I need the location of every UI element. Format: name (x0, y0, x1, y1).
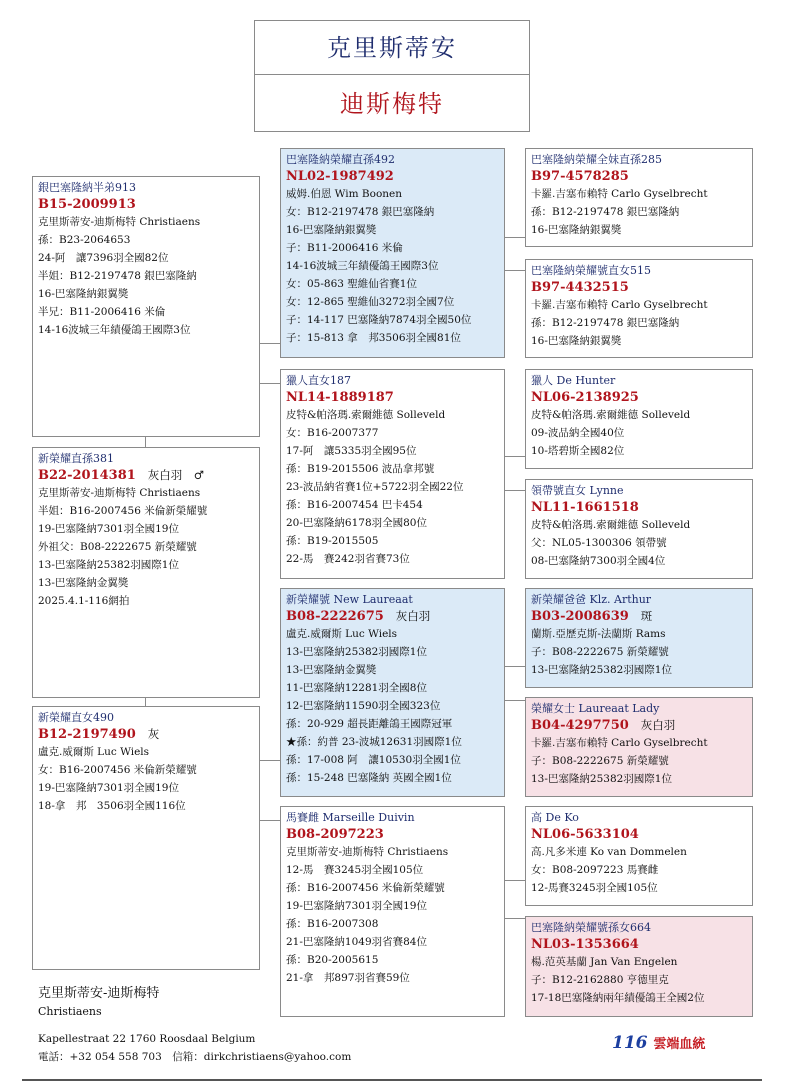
pedigree-line: 孫：B12-2197478 銀巴塞隆納 (531, 317, 680, 329)
pedigree-line: 女：12-865 聖維仙3272羽全國7位 (286, 296, 455, 308)
ring-number-text: B04-4297750 (531, 718, 629, 733)
ring-number-text: B12-2197490 (38, 727, 136, 742)
pedigree-line: 盧克.威爾斯 Luc Wiels (286, 628, 398, 640)
connector (505, 700, 525, 701)
pedigree-line: 17-18巴塞隆納兩年績優鴿王全國2位 (531, 992, 705, 1004)
ring-number-text: B22-2014381 (38, 468, 136, 483)
ring-number (531, 389, 747, 406)
ring-number (531, 499, 747, 516)
ring-number-text: NL02-1987492 (286, 169, 394, 184)
bird-name: 獵人 De Hunter (531, 374, 616, 387)
ring-number-text: B97-4432515 (531, 280, 629, 295)
bottom-rule (22, 1079, 762, 1081)
owner-subtitle: 迪斯梅特 (254, 74, 530, 132)
pedigree-line: 孫：B19-2015506 波品拿邦號 (286, 463, 435, 475)
pedigree-line: 子：B11-2006416 米倫 (286, 242, 403, 254)
dam-dam-box (280, 806, 505, 1017)
pedigree-line: 14-16波城三年績優鴿王國際3位 (286, 260, 439, 272)
pedigree-line: 女：B16-2007377 (286, 427, 379, 439)
pedigree-line: 卡羅.吉塞布賴特 Carlo Gyselbrecht (531, 299, 708, 311)
sire-dam-dam-box (525, 479, 753, 579)
connector (260, 820, 280, 821)
pedigree-line: 孫：B16-2007308 (286, 918, 379, 930)
dam-sire-sire-box (525, 588, 753, 688)
pedigree-line: 女：B16-2007456 米倫新榮耀號 (38, 764, 197, 776)
bird-name: 新榮耀號 New Laureaat (286, 593, 413, 606)
bird-name: 巴塞隆納榮耀號直女515 (531, 264, 651, 277)
ring-number-text: B97-4578285 (531, 169, 629, 184)
dam-sire-dam-box (525, 697, 753, 797)
pedigree-line: 19-巴塞隆納7301羽全國19位 (286, 900, 427, 912)
pedigree-line: 20-巴塞隆納6178羽全國80位 (286, 517, 427, 529)
pedigree-line: 高.凡多米連 Ko van Dommelen (531, 846, 687, 858)
pedigree-line: 皮特&帕洛瑪.索爾維德 Solleveld (531, 519, 691, 531)
pedigree-line: 半兄：B11-2006416 米倫 (38, 306, 166, 318)
pedigree-line: 子：B08-2222675 新榮耀號 (531, 755, 669, 767)
feather-color: 灰 (147, 727, 160, 741)
pedigree-line: 16-巴塞隆納銀翼獎 (38, 288, 129, 300)
pedigree-line: 盧克.威爾斯 Luc Wiels (38, 746, 150, 758)
ring-number-text: B15-2009913 (38, 197, 136, 212)
bird-name: 巴塞隆納榮耀直孫492 (286, 153, 395, 166)
ring-number (38, 467, 254, 484)
feather-color: 斑 (640, 609, 653, 623)
pedigree-line: 13-巴塞隆納金翼獎 (286, 664, 377, 676)
pedigree-line: 孫：B12-2197478 銀巴塞隆納 (531, 206, 680, 218)
ring-number-text: B08-2097223 (286, 827, 384, 842)
pedigree-line: 18-拿 邦 3506羽全國116位 (38, 800, 186, 812)
feather-color: 灰白羽 (395, 609, 431, 623)
pedigree-line: 半姐：B12-2197478 銀巴塞隆納 (38, 270, 197, 282)
pedigree-line: 19-巴塞隆納7301羽全國19位 (38, 523, 179, 535)
ring-number-text: B03-2008639 (531, 609, 629, 624)
footer-address: Kapellestraat 22 1760 Roosdaal Belgium (38, 1033, 256, 1045)
pedigree-line: 16-巴塞隆納銀翼獎 (286, 224, 377, 236)
connector (505, 918, 525, 919)
bird-name: 新榮耀爸爸 Klz. Arthur (531, 593, 652, 606)
footer-contact: 電話：+32 054 558 703 信箱：dirkchristiaens@yahoo.com (38, 1051, 352, 1063)
ring-number (531, 717, 747, 734)
connector (505, 456, 525, 457)
pedigree-line: 19-巴塞隆納7301羽全國19位 (38, 782, 179, 794)
bird-name: 巴塞隆納榮耀號孫女664 (531, 921, 651, 934)
pedigree-line: 13-巴塞隆納25382羽國際1位 (286, 646, 427, 658)
ring-number (531, 826, 747, 843)
pedigree-line: 子：14-117 巴塞隆納7874羽全國50位 (286, 314, 472, 326)
sire-sire-dam-box (525, 259, 753, 358)
logo-text: 雲端血統 (653, 1037, 706, 1052)
pedigree-line: 孫：20-929 超長距離鴿王國際冠軍 (286, 718, 453, 730)
pedigree-line: 13-巴塞隆納25382羽國際1位 (531, 773, 672, 785)
ring-number (286, 389, 499, 406)
bird-name: 獵人直女187 (286, 374, 351, 387)
pedigree-line: 23-波品納省賽1位+5722羽全國22位 (286, 481, 464, 493)
pedigree-line: ★孫：約普 23-波城12631羽國際1位 (286, 736, 462, 748)
logo (612, 1033, 705, 1053)
owner-title: 克里斯蒂安 (254, 20, 530, 75)
ring-number (38, 196, 254, 213)
ring-number-text: NL03-1353664 (531, 937, 639, 952)
ring-number-text: NL06-2138925 (531, 390, 639, 405)
ring-number (531, 168, 747, 185)
pedigree-line: 威姆.伯恩 Wim Boonen (286, 188, 403, 200)
bird-name: 新榮耀直孫381 (38, 452, 114, 465)
sire-box (32, 176, 260, 437)
pedigree-line: 子：B12-2162880 亨德里克 (531, 974, 669, 986)
dam-dam-dam-box (525, 916, 753, 1017)
pedigree-line: 皮特&帕洛瑪.索爾維德 Solleveld (531, 409, 691, 421)
pedigree-line: 11-巴塞隆納12281羽全國8位 (286, 682, 427, 694)
pedigree-line: 蘭斯.亞歷克斯-法蘭斯 Rams (531, 628, 666, 640)
pedigree-line: 12-馬 賽3245羽全國105位 (286, 864, 424, 876)
pedigree-line: 卡羅.吉塞布賴特 Carlo Gyselbrecht (531, 188, 708, 200)
pedigree-line: 13-巴塞隆納25382羽國際1位 (38, 559, 179, 571)
pedigree-line: 16-巴塞隆納銀翼獎 (531, 335, 622, 347)
dam-box (32, 706, 260, 970)
sire-dam-sire-box (525, 369, 753, 469)
pedigree-line: 13-巴塞隆納金翼獎 (38, 577, 129, 589)
pedigree-line: 14-16波城三年績優鴿王國際3位 (38, 324, 191, 336)
feather-color: 灰白羽 (640, 718, 676, 732)
pedigree-line: 克里斯蒂安-迪斯梅特 Christiaens (38, 487, 201, 499)
ring-number-text: B08-2222675 (286, 609, 384, 624)
pedigree-line: 17-阿 讓5335羽全國95位 (286, 445, 417, 457)
ring-number (286, 608, 499, 625)
pedigree-line: 21-拿 邦897羽省賽59位 (286, 972, 410, 984)
bird-name: 榮耀女士 Laureaat Lady (531, 702, 660, 715)
pedigree-line: 09-波品納全國40位 (531, 427, 625, 439)
dam-dam-sire-box (525, 806, 753, 906)
pedigree-line: 孫：B16-2007456 米倫新榮耀號 (286, 882, 445, 894)
ring-number (286, 826, 499, 843)
pedigree-line: 22-馬 賽242羽省賽73位 (286, 553, 410, 565)
sire-sire-sire-box (525, 148, 753, 247)
sire-sire-box (280, 148, 505, 358)
pedigree-line: 楊.范英基蘭 Jan Van Engelen (531, 956, 678, 968)
pedigree-line: 卡羅.吉塞布賴特 Carlo Gyselbrecht (531, 737, 708, 749)
connector (260, 343, 280, 344)
ring-number (531, 279, 747, 296)
bird-name: 巴塞隆納榮耀全妹直孫285 (531, 153, 662, 166)
pedigree-line: 16-巴塞隆納銀翼獎 (531, 224, 622, 236)
connector (505, 490, 525, 491)
ring-number (286, 168, 499, 185)
connector (260, 383, 280, 384)
connector (505, 880, 525, 881)
pedigree-line: 13-巴塞隆納25382羽國際1位 (531, 664, 672, 676)
connector (505, 666, 525, 667)
connector (145, 697, 146, 706)
pedigree-line: 父：NL05-1300306 領帶號 (531, 537, 667, 549)
pedigree-line: 2025.4.1-116網拍 (38, 595, 130, 607)
pedigree-line: 孫：B16-2007454 巴卡454 (286, 499, 423, 511)
pedigree-line: 12-馬賽3245羽全國105位 (531, 882, 658, 894)
pedigree-line: 半姐：B16-2007456 米倫新榮耀號 (38, 505, 208, 517)
pedigree-line: 10-塔碧斯全國82位 (531, 445, 625, 457)
footer-owner-en: Christiaens (38, 1005, 102, 1018)
pedigree-line: 08-巴塞隆納7300羽全國4位 (531, 555, 666, 567)
bird-name: 新榮耀直女490 (38, 711, 114, 724)
bird-name: 領帶號直女 Lynne (531, 484, 624, 497)
subject-box (32, 447, 260, 698)
pedigree-line: 孫：17-008 阿 讓10530羽全國1位 (286, 754, 461, 766)
pedigree-line: 12-巴塞隆納11590羽全國323位 (286, 700, 441, 712)
ring-number (531, 608, 747, 625)
ring-number-text: NL14-1889187 (286, 390, 394, 405)
pedigree-line: 孫：B19-2015505 (286, 535, 379, 547)
pedigree-line: 21-巴塞隆納1049羽省賽84位 (286, 936, 427, 948)
pedigree-line: 克里斯蒂安-迪斯梅特 Christiaens (286, 846, 449, 858)
ring-number (38, 726, 254, 743)
connector (260, 760, 280, 761)
bird-name: 馬賽雌 Marseille Duivin (286, 811, 415, 824)
feather-color: 灰白羽 ♂ (147, 468, 205, 482)
pedigree-line: 孫：B23-2064653 (38, 234, 131, 246)
dam-sire-box (280, 588, 505, 797)
logo-number: 116 (612, 1033, 648, 1053)
pedigree-line: 克里斯蒂安-迪斯梅特 Christiaens (38, 216, 201, 228)
pedigree-line: 孫：15-248 巴塞隆納 英國全國1位 (286, 772, 452, 784)
pedigree-line: 女：B12-2197478 銀巴塞隆納 (286, 206, 435, 218)
pedigree-line: 子：B08-2222675 新榮耀號 (531, 646, 669, 658)
bird-name: 高 De Ko (531, 811, 579, 824)
pedigree-line: 孫：B20-2005615 (286, 954, 379, 966)
ring-number-text: NL06-5633104 (531, 827, 639, 842)
sire-dam-box (280, 369, 505, 579)
ring-number (531, 936, 747, 953)
connector (505, 237, 525, 238)
ring-number-text: NL11-1661518 (531, 500, 639, 515)
pedigree-line: 24-阿 讓7396羽全國82位 (38, 252, 169, 264)
connector (505, 270, 525, 271)
pedigree-line: 子：15-813 拿 邦3506羽全國81位 (286, 332, 461, 344)
pedigree-line: 皮特&帕洛瑪.索爾維德 Solleveld (286, 409, 446, 421)
footer-owner: 克里斯蒂安-迪斯梅特 (38, 986, 160, 1001)
pedigree-line: 外祖父：B08-2222675 新榮耀號 (38, 541, 197, 553)
pedigree-line: 女：05-863 聖維仙省賽1位 (286, 278, 417, 290)
bird-name: 銀巴塞隆納半弟913 (38, 181, 136, 194)
pedigree-line: 女：B08-2097223 馬賽雌 (531, 864, 659, 876)
